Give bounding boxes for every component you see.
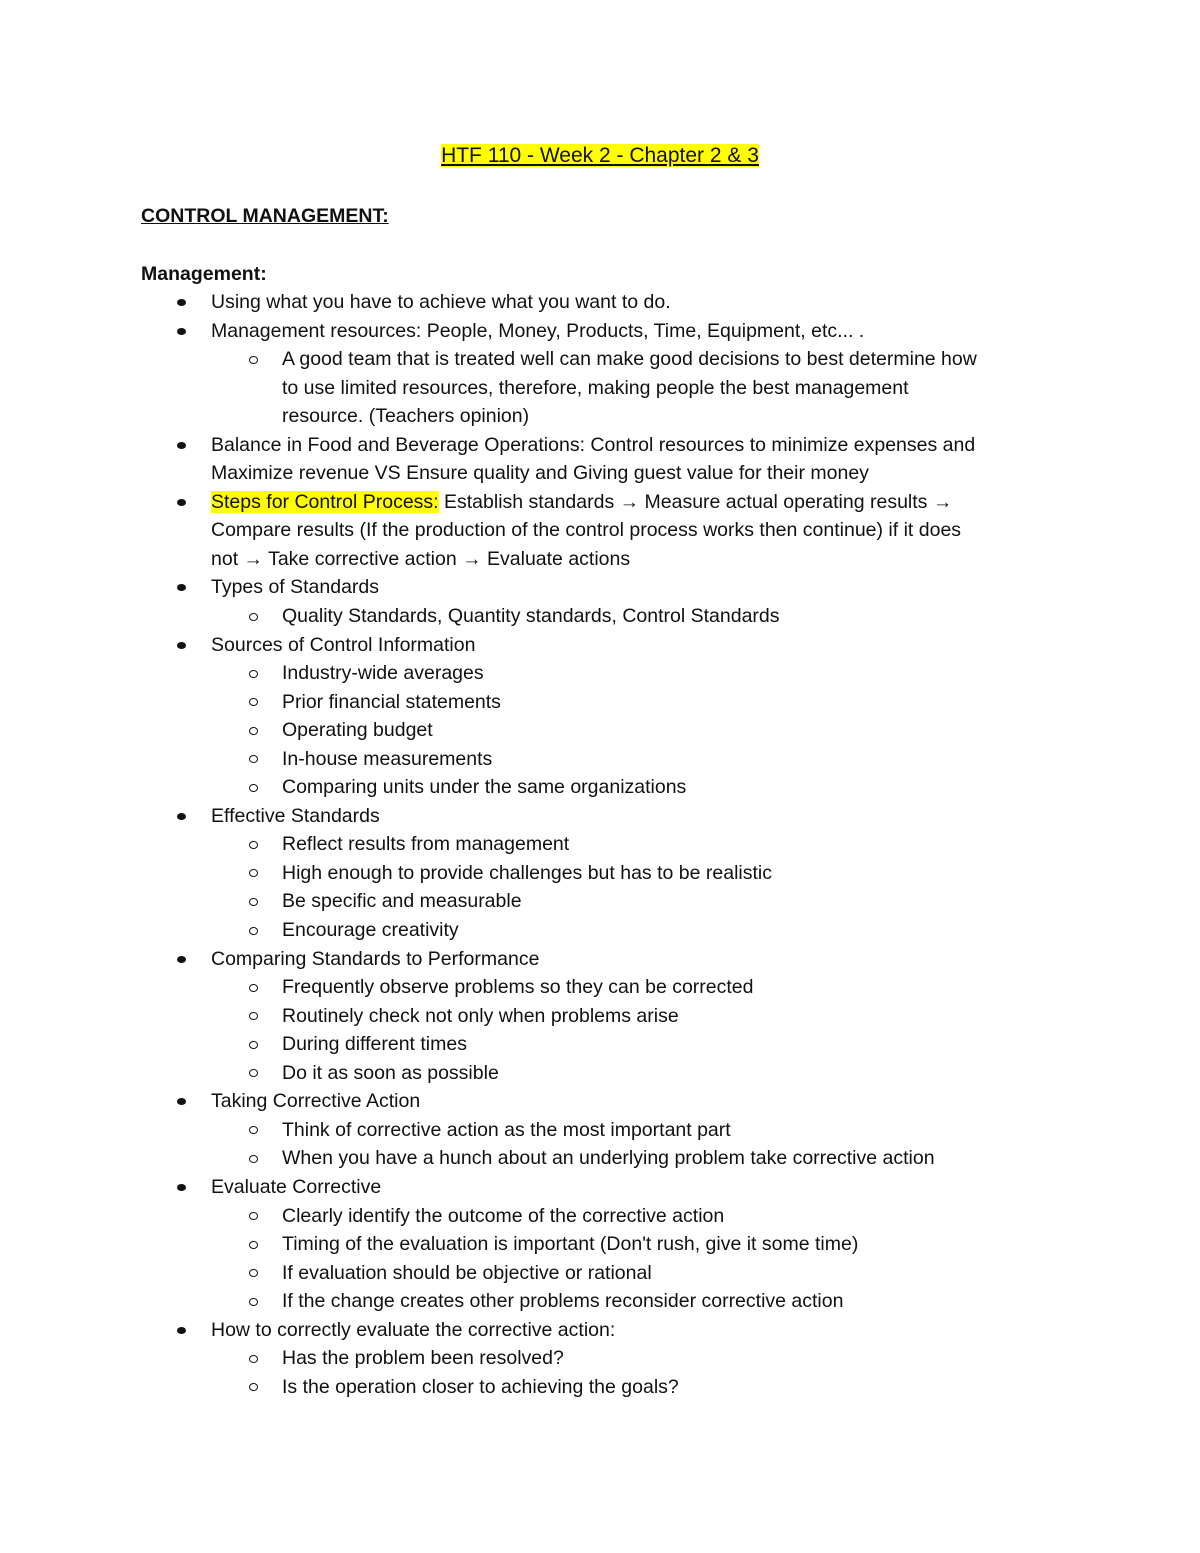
sub-list-item [0, 859, 1200, 888]
circle-bullet-icon [249, 727, 258, 735]
item-text: Encourage creativity [282, 919, 459, 942]
item-text: Reflect results from management [282, 833, 570, 856]
sub-list-item [0, 773, 1200, 802]
bullet-icon [177, 813, 186, 820]
circle-bullet-icon [249, 1269, 258, 1277]
item-text: Be specific and measurable [282, 890, 522, 913]
sub-list-item [0, 1144, 1200, 1173]
steps-text: Establish standards → Measure actual operating results → [438, 490, 953, 513]
item-text: How to correctly evaluate the corrective action: [211, 1318, 616, 1341]
sub-heading: Management: [141, 263, 267, 285]
sub-list-item [0, 973, 1200, 1002]
circle-bullet-icon [249, 1155, 258, 1163]
bullet-icon [177, 1184, 186, 1191]
sub-list-item [0, 887, 1200, 916]
item-text: Operating budget [282, 719, 433, 742]
item-text: Taking Corrective Action [211, 1090, 421, 1113]
item-text: Clearly identify the outcome of the corrective action [282, 1204, 725, 1227]
highlighted-label: Steps for Control Process: [211, 490, 439, 513]
circle-bullet-icon [249, 1298, 258, 1306]
item-text: resource. (Teachers opinion) [282, 405, 530, 428]
circle-bullet-icon [249, 784, 258, 792]
circle-bullet-icon [249, 898, 258, 906]
item-text: If the change creates other problems reconsider corrective action [282, 1290, 844, 1313]
sub-list-item [0, 659, 1200, 688]
list-item [0, 1087, 1200, 1116]
bullet-icon [177, 642, 186, 649]
circle-bullet-icon [249, 1355, 258, 1363]
item-text: If evaluation should be objective or rational [282, 1261, 652, 1284]
sub-list-item [0, 716, 1200, 745]
bullet-icon [177, 299, 186, 306]
notes-list [0, 288, 1200, 1401]
item-text: Evaluate Corrective [211, 1175, 382, 1198]
sub-list-item [0, 1230, 1200, 1259]
sub-list-item [0, 916, 1200, 945]
bullet-icon [177, 442, 186, 449]
item-text: Management resources: People, Money, Products, Time, Equipment, etc... . [211, 319, 865, 342]
item-text: Has the problem been resolved? [282, 1347, 564, 1370]
item-text: Compare results (If the production of the control process works then continue) if it does [211, 519, 962, 542]
circle-bullet-icon [249, 670, 258, 678]
continuation-line [0, 402, 1200, 431]
list-item [0, 573, 1200, 602]
sub-list-item [0, 1344, 1200, 1373]
item-text: Industry-wide averages [282, 662, 484, 685]
circle-bullet-icon [249, 984, 258, 992]
item-text: Is the operation closer to achieving the goals? [282, 1375, 679, 1398]
item-text: Timing of the evaluation is important (Don't rush, give it some time) [282, 1233, 859, 1256]
sub-list-item [0, 745, 1200, 774]
item-text: Sources of Control Information [211, 633, 476, 656]
item-text: Effective Standards [211, 804, 380, 827]
sub-list-item [0, 1116, 1200, 1145]
item-text: Routinely check not only when problems arise [282, 1004, 679, 1027]
title-text: HTF 110 - Week 2 - Chapter 2 & 3 [441, 144, 759, 167]
continuation-line [0, 374, 1200, 403]
item-text [211, 488, 952, 517]
sub-list-item [0, 345, 1200, 374]
item-text: Maximize revenue VS Ensure quality and Giving guest value for their money [211, 462, 869, 485]
section-heading: CONTROL MANAGEMENT: [141, 205, 389, 227]
circle-bullet-icon [249, 1241, 258, 1249]
bullet-icon [177, 499, 186, 506]
item-text: Comparing Standards to Performance [211, 947, 540, 970]
list-item [0, 631, 1200, 660]
item-text: Frequently observe problems so they can be corrected [282, 976, 754, 999]
circle-bullet-icon [249, 698, 258, 706]
item-text: Do it as soon as possible [282, 1061, 499, 1084]
list-item [0, 802, 1200, 831]
item-text: When you have a hunch about an underlying problem take corrective action [282, 1147, 935, 1170]
sub-list-item [0, 602, 1200, 631]
circle-bullet-icon [249, 1383, 258, 1391]
sub-list-item [0, 688, 1200, 717]
circle-bullet-icon [249, 841, 258, 849]
bullet-icon [177, 956, 186, 963]
item-text: In-house measurements [282, 747, 493, 770]
circle-bullet-icon [249, 1012, 258, 1020]
item-text: Balance in Food and Beverage Operations: Control resources to minimize expenses and [211, 433, 976, 456]
sub-list-item [0, 1202, 1200, 1231]
circle-bullet-icon [249, 1041, 258, 1049]
sub-list-item [0, 1287, 1200, 1316]
continuation-line [0, 459, 1200, 488]
circle-bullet-icon [249, 1126, 258, 1134]
list-item [0, 317, 1200, 346]
list-item [0, 488, 1200, 517]
circle-bullet-icon [249, 1069, 258, 1077]
list-item [0, 431, 1200, 460]
sub-list-item [0, 830, 1200, 859]
circle-bullet-icon [249, 869, 258, 877]
continuation-line [0, 545, 1200, 574]
sub-list-item [0, 1373, 1200, 1402]
circle-bullet-icon [249, 613, 258, 621]
sub-list-item [0, 1002, 1200, 1031]
list-item [0, 288, 1200, 317]
sub-list-item [0, 1259, 1200, 1288]
bullet-icon [177, 584, 186, 591]
bullet-icon [177, 1098, 186, 1105]
item-text: Quality Standards, Quantity standards, Control Standards [282, 605, 780, 628]
item-text: Types of Standards [211, 576, 380, 599]
item-text: Comparing units under the same organizations [282, 776, 687, 799]
continuation-line [0, 516, 1200, 545]
item-text: High enough to provide challenges but has to be realistic [282, 861, 772, 884]
document-title [0, 141, 1200, 171]
item-text: Think of corrective action as the most important part [282, 1118, 731, 1141]
item-text: A good team that is treated well can make good decisions to best determine how [282, 348, 977, 371]
item-text: Using what you have to achieve what you want to do. [211, 291, 671, 313]
item-text: Prior financial statements [282, 690, 501, 713]
bullet-icon [177, 1327, 186, 1334]
circle-bullet-icon [249, 356, 258, 364]
item-text: During different times [282, 1033, 467, 1056]
list-item [0, 1173, 1200, 1202]
sub-list-item [0, 1059, 1200, 1088]
sub-list-item [0, 1030, 1200, 1059]
list-item [0, 1316, 1200, 1345]
circle-bullet-icon [249, 1212, 258, 1220]
circle-bullet-icon [249, 927, 258, 935]
list-item [0, 945, 1200, 974]
bullet-icon [177, 328, 186, 335]
circle-bullet-icon [249, 755, 258, 763]
item-text: not → Take corrective action → Evaluate actions [211, 547, 631, 570]
item-text: to use limited resources, therefore, making people the best management [282, 376, 909, 399]
